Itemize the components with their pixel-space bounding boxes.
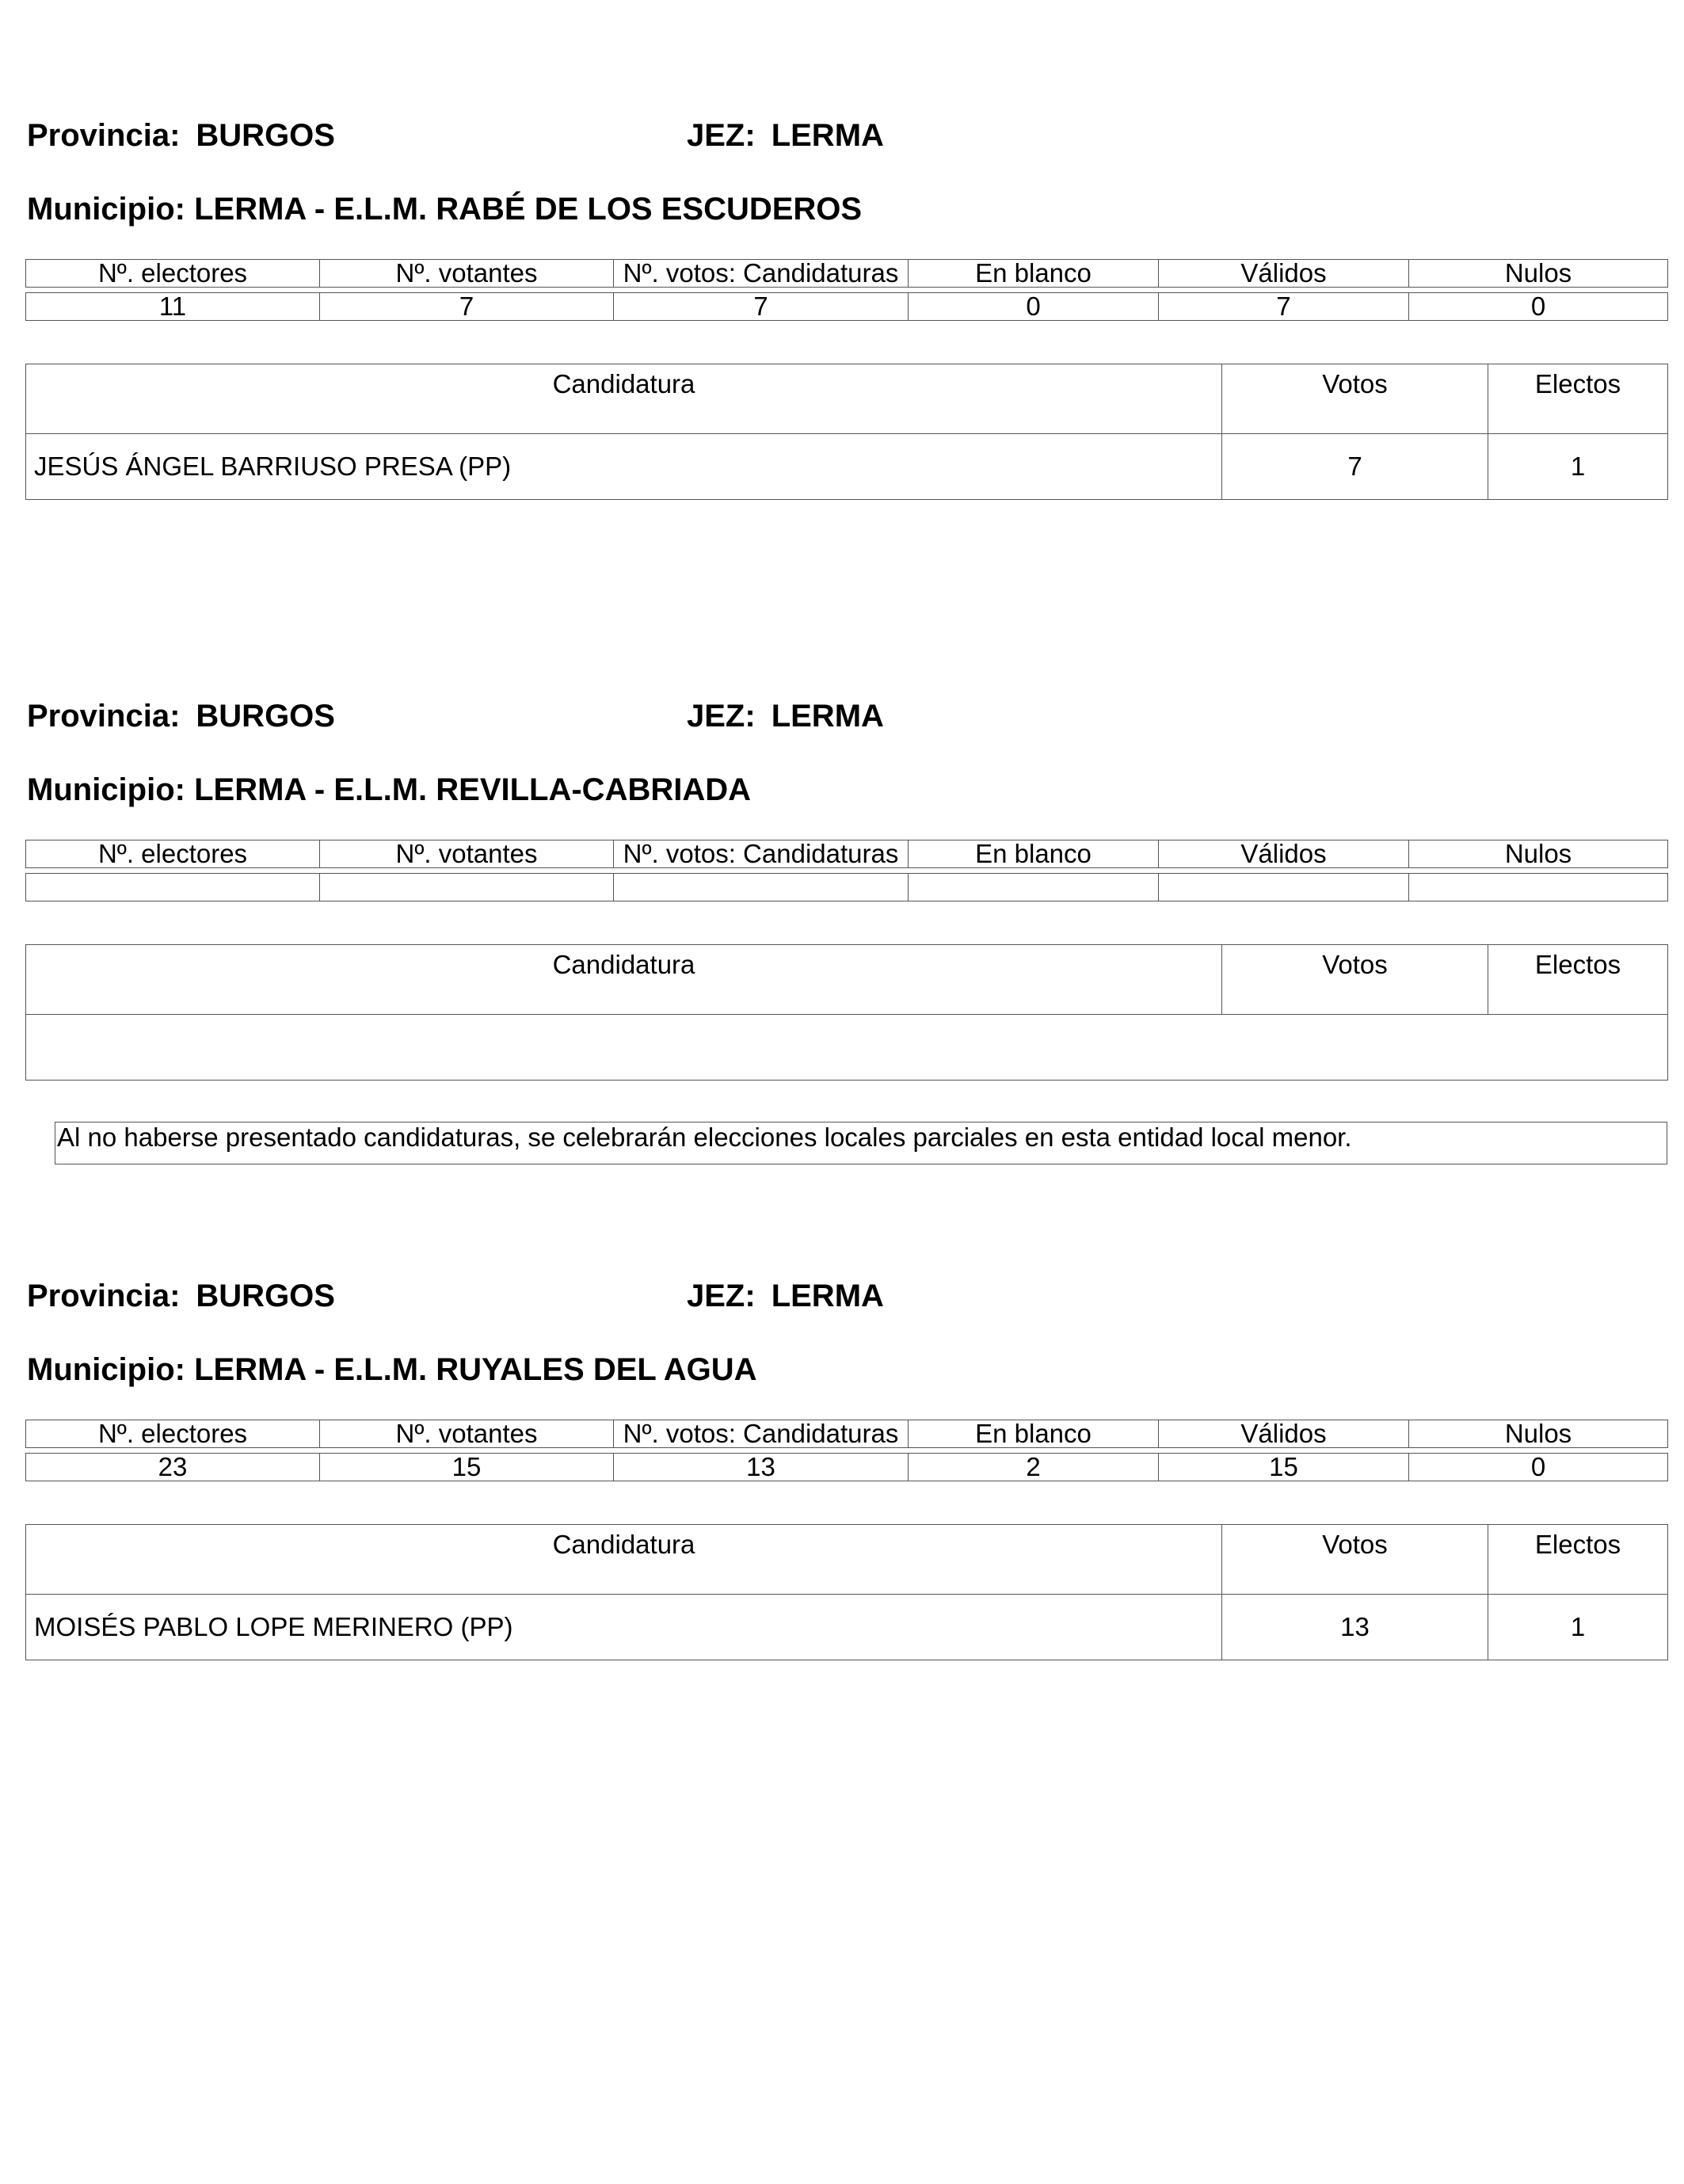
candidate-electos: 1 [1488, 1595, 1668, 1660]
provincia-line [27, 697, 335, 735]
candidates-table [25, 944, 1668, 1081]
municipio-value: LERMA - E.L.M. RUYALES DEL AGUA [194, 1352, 757, 1387]
stats-value-electores: 23 [26, 1454, 320, 1481]
stats-header-nulos: Nulos [1409, 1420, 1668, 1448]
stats-value-nulos: 0 [1409, 1454, 1668, 1481]
candidate-name: JESÚS ÁNGEL BARRIUSO PRESA (PP) [26, 434, 1222, 500]
votos-header: Votos [1222, 945, 1488, 1015]
stats-value-en-blanco [909, 874, 1159, 901]
stats-value-row [26, 1454, 1668, 1481]
stats-header-nulos: Nulos [1409, 260, 1668, 288]
stats-header-row [26, 260, 1668, 288]
provincia-value: BURGOS [196, 1279, 335, 1313]
jez-line [687, 116, 884, 154]
stats-table [25, 259, 1668, 321]
section-rabe [0, 0, 1684, 570]
stats-header-row [26, 1420, 1668, 1448]
electos-header: Electos [1488, 364, 1668, 434]
stats-value-electores: 11 [26, 293, 320, 321]
candidate-row-empty [26, 1015, 1668, 1081]
provincia-line [27, 116, 335, 154]
stats-value-electores [26, 874, 320, 901]
stats-header-en-blanco: En blanco [909, 260, 1159, 288]
provincia-value: BURGOS [196, 118, 335, 153]
stats-value-votantes [320, 874, 614, 901]
electos-header: Electos [1488, 1525, 1668, 1595]
stats-header-votantes: Nº. votantes [320, 1420, 614, 1448]
votos-header: Votos [1222, 364, 1488, 434]
candidate-row [26, 434, 1668, 500]
stats-header-electores: Nº. electores [26, 1420, 320, 1448]
no-candidates-note: Al no haberse presentado candidaturas, se celebrarán elecciones locales parciales en esta entidad local menor. [55, 1122, 1667, 1164]
stats-value-validos [1159, 874, 1409, 901]
stats-table [25, 1420, 1668, 1481]
candidatura-header: Candidatura [26, 364, 1222, 434]
municipio-label: Municipio: [27, 772, 185, 807]
candidatura-header: Candidatura [26, 945, 1222, 1015]
municipio-value: LERMA - E.L.M. RABÉ DE LOS ESCUDEROS [194, 192, 863, 227]
stats-header-validos: Válidos [1159, 1420, 1409, 1448]
stats-value-nulos: 0 [1409, 293, 1668, 321]
candidates-table [25, 1524, 1668, 1660]
stats-header-electores: Nº. electores [26, 840, 320, 868]
candidate-votos: 13 [1222, 1595, 1488, 1660]
candidates-header-row [26, 945, 1668, 1015]
jez-line [687, 697, 884, 735]
stats-value-nulos [1409, 874, 1668, 901]
stats-value-row [26, 874, 1668, 901]
stats-header-votantes: Nº. votantes [320, 840, 614, 868]
section-ruyales [0, 1161, 1684, 1731]
municipio-line [27, 771, 751, 809]
provincia-label: Provincia: [27, 1279, 181, 1313]
section-revilla [0, 581, 1684, 1151]
municipio-label: Municipio: [27, 1352, 185, 1387]
candidate-empty-cell [26, 1015, 1668, 1081]
candidate-name: MOISÉS PABLO LOPE MERINERO (PP) [26, 1595, 1222, 1660]
candidates-header-row [26, 1525, 1668, 1595]
stats-header-votantes: Nº. votantes [320, 260, 614, 288]
jez-value: LERMA [771, 1279, 884, 1313]
stats-value-row [26, 293, 1668, 321]
provincia-label: Provincia: [27, 699, 181, 734]
stats-value-votos-candidaturas: 13 [614, 1454, 909, 1481]
stats-header-votos-candidaturas: Nº. votos: Candidaturas [614, 1420, 909, 1448]
jez-line [687, 1277, 884, 1315]
jez-value: LERMA [771, 699, 884, 734]
municipio-line [27, 1351, 757, 1389]
jez-label: JEZ: [687, 1279, 756, 1313]
candidates-table [25, 364, 1668, 500]
stats-header-nulos: Nulos [1409, 840, 1668, 868]
stats-value-en-blanco: 0 [909, 293, 1159, 321]
stats-header-validos: Válidos [1159, 260, 1409, 288]
stats-header-votos-candidaturas: Nº. votos: Candidaturas [614, 840, 909, 868]
jez-value: LERMA [771, 118, 884, 153]
stats-header-electores: Nº. electores [26, 260, 320, 288]
stats-value-votantes: 15 [320, 1454, 614, 1481]
stats-header-en-blanco: En blanco [909, 840, 1159, 868]
electos-header: Electos [1488, 945, 1668, 1015]
stats-value-validos: 7 [1159, 293, 1409, 321]
stats-header-votos-candidaturas: Nº. votos: Candidaturas [614, 260, 909, 288]
votos-header: Votos [1222, 1525, 1488, 1595]
candidate-row [26, 1595, 1668, 1660]
candidate-votos: 7 [1222, 434, 1488, 500]
candidate-electos: 1 [1488, 434, 1668, 500]
jez-label: JEZ: [687, 699, 756, 734]
stats-header-en-blanco: En blanco [909, 1420, 1159, 1448]
provincia-value: BURGOS [196, 699, 335, 734]
candidatura-header: Candidatura [26, 1525, 1222, 1595]
stats-header-row [26, 840, 1668, 868]
jez-label: JEZ: [687, 118, 756, 153]
stats-value-validos: 15 [1159, 1454, 1409, 1481]
stats-value-votos-candidaturas: 7 [614, 293, 909, 321]
municipio-line [27, 190, 862, 228]
candidates-header-row [26, 364, 1668, 434]
provincia-label: Provincia: [27, 118, 181, 153]
stats-header-validos: Válidos [1159, 840, 1409, 868]
municipio-value: LERMA - E.L.M. REVILLA-CABRIADA [194, 772, 752, 807]
provincia-line [27, 1277, 335, 1315]
stats-table [25, 840, 1668, 901]
municipio-label: Municipio: [27, 192, 185, 227]
stats-value-en-blanco: 2 [909, 1454, 1159, 1481]
stats-value-votantes: 7 [320, 293, 614, 321]
stats-value-votos-candidaturas [614, 874, 909, 901]
